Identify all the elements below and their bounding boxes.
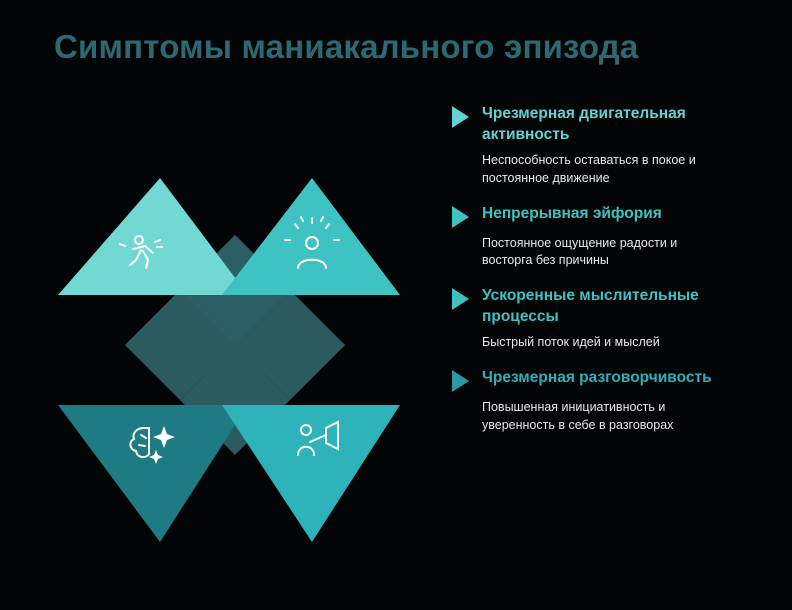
legend-item-4-label: Чрезмерная разговорчивость (482, 369, 712, 387)
legend-item-2-label: Непрерывная эйфория (482, 204, 662, 222)
legend-item-2-description: Постоянное ощущение радости и восторга без причины (482, 235, 678, 268)
diagram-svg (40, 150, 430, 570)
legend-item-3-head (452, 286, 752, 327)
legend-item-1[interactable] (452, 104, 752, 188)
triangle-bullet-icon (452, 288, 469, 310)
triangle-bullet-icon (452, 370, 469, 392)
legend-list (452, 104, 752, 451)
triangle-bullet-icon (452, 106, 469, 128)
segment-bottom-right (222, 405, 400, 542)
symptom-diagram (40, 150, 430, 570)
triangle-bullet-icon (452, 206, 469, 228)
page-title: Симптомы маниакального эпизода (54, 28, 639, 65)
segment-top-left (58, 178, 248, 295)
legend-item-4-description: Повышенная инициативность и уверенность в себе в разговорах (482, 400, 674, 432)
legend-item-4[interactable] (452, 368, 752, 435)
legend-item-3[interactable] (452, 286, 752, 352)
legend-item-1-description: Неспособность оставаться в покое и постоянное движение (482, 153, 696, 185)
segment-top-right (222, 178, 400, 295)
legend-item-2-head (452, 204, 752, 228)
legend-item-1-label: Чрезмерная двигательная активность (482, 105, 686, 143)
legend-item-1-head (452, 104, 752, 145)
legend-item-2[interactable] (452, 204, 752, 271)
legend-item-3-label: Ускоренные мыслительные процессы (482, 287, 699, 325)
legend-item-3-description: Быстрый поток идей и мыслей (482, 335, 660, 350)
legend-item-4-head (452, 368, 752, 392)
segment-bottom-left (58, 405, 248, 542)
